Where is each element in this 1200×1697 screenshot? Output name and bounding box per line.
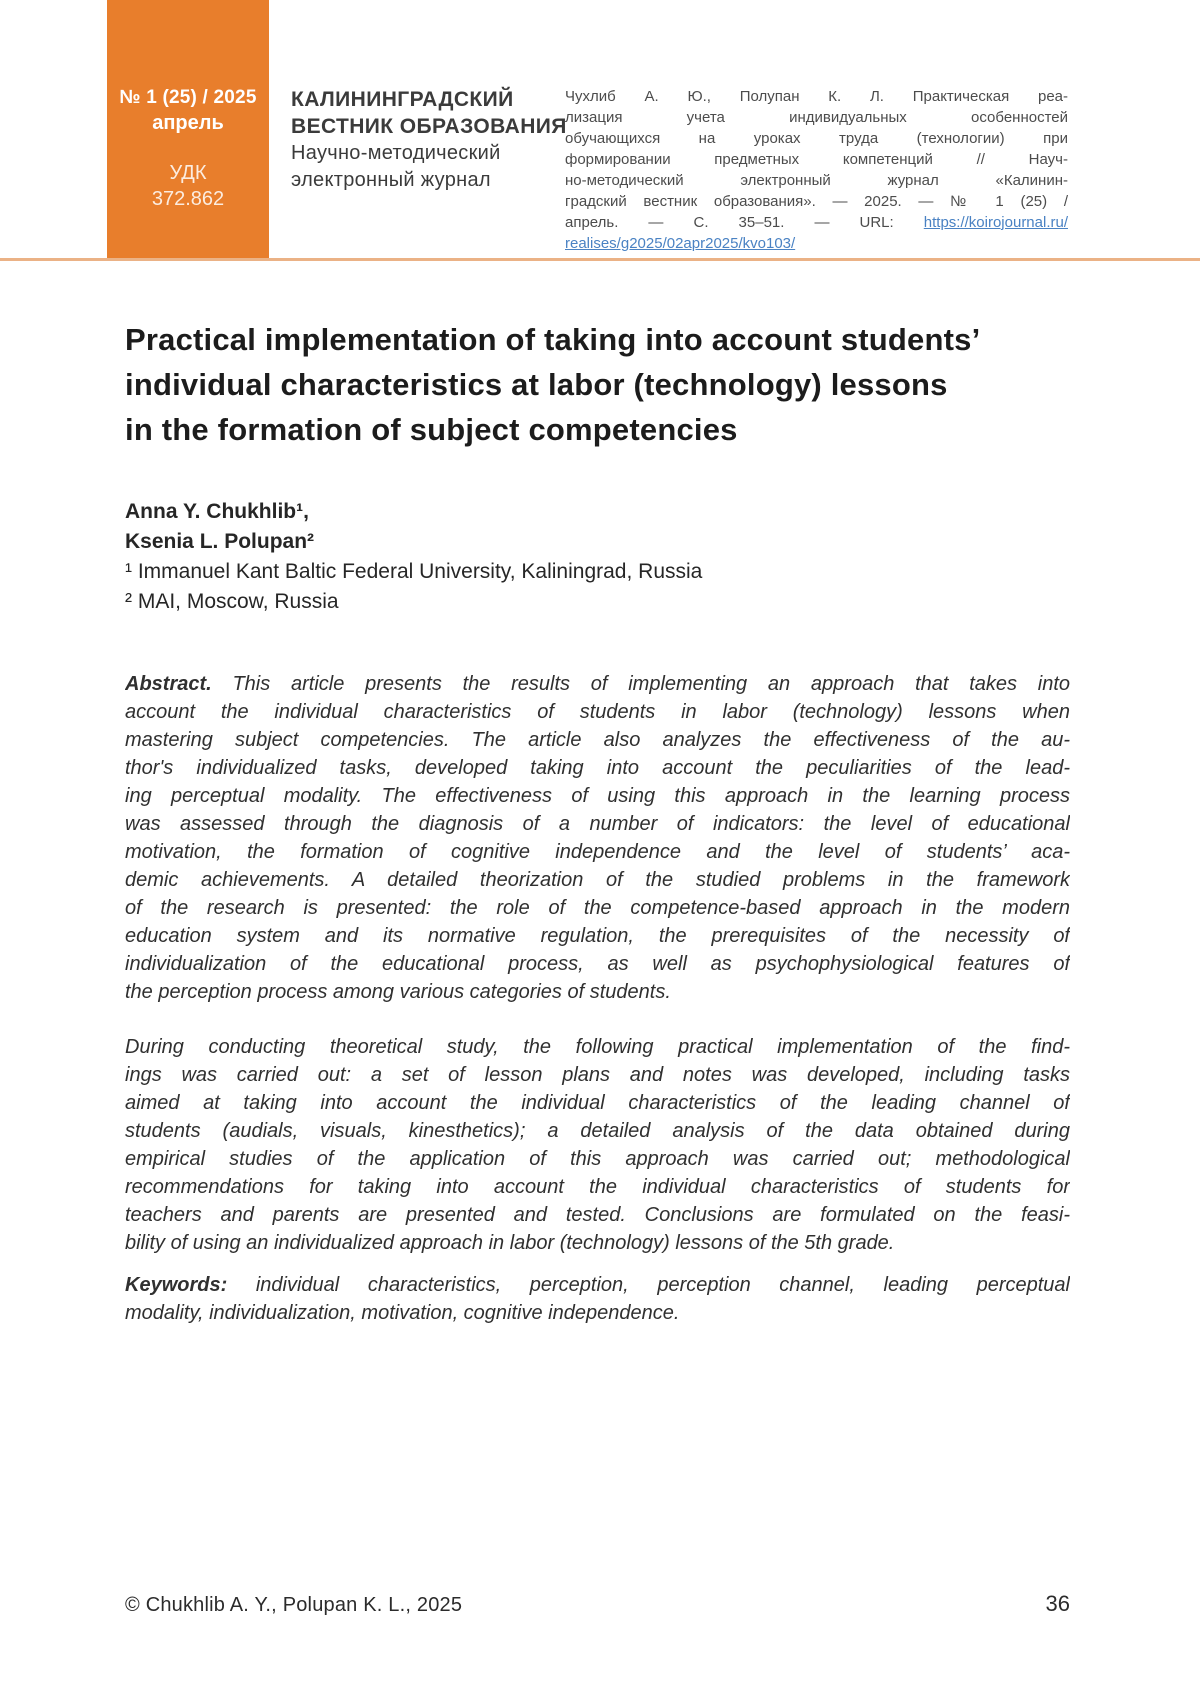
copyright-notice: © Chukhlib A. Y., Polupan K. L., 2025	[125, 1594, 463, 1616]
udk-label: УДК	[169, 162, 207, 184]
issue-number: № 1 (25) / 2025	[119, 87, 257, 108]
abstract-paragraph-1	[125, 670, 1070, 1006]
keywords-first-line-text: individual characteristics, perception, perception channel, leading perceptual	[255, 1274, 1070, 1296]
citation-url-line	[565, 212, 1068, 233]
udk-value: 372.862	[151, 188, 225, 210]
abstract-paragraph-2: During conducting theoretical study, the following practical implementation of the find- ings was carried out: a set of lesson plans and notes was developed, including tasks aimed at taking into account the individual characteristics of the leading channel of students (audials, visuals, kinesthetics); a detailed analysis of the data obtained during empirical studies of the application of this approach was carried out; methodological recommendations for taking into account the individual characteristics of students for teachers and parents are presented and tested. Conclusions are formulated on the feasi- bility of using an individualized approach in labor (technology) lessons of the 5th grade.	[125, 1036, 1070, 1254]
page-footer	[125, 1591, 1070, 1617]
author-names: Anna Y. Chukhlib¹, Ksenia L. Polupan²	[125, 500, 315, 553]
citation-url-line-2	[565, 233, 1068, 254]
citation-link-continued[interactable]: realises/g2025/02apr2025/kvo103/	[565, 235, 796, 252]
keywords-first-line	[125, 1271, 1070, 1299]
citation-link[interactable]: https://koirojournal.ru/	[923, 214, 1068, 231]
citation-url-prefix: апрель. — С. 35–51. — URL:	[565, 214, 894, 231]
keywords-last-line: modality, individualization, motivation, cognitive independence.	[125, 1302, 680, 1324]
abstract-first-line	[125, 670, 1070, 698]
header-divider	[0, 258, 1200, 261]
article-title: Practical implementation of taking into account students’ individual characteristics at labor (technology) lessons in the formation of subject competencies	[125, 322, 981, 447]
authors-block	[125, 497, 1070, 617]
keywords-block	[125, 1271, 1070, 1327]
issue-month: апрель	[152, 112, 224, 134]
issue-box	[107, 0, 269, 258]
journal-subtitle: Научно-методический электронный журнал	[291, 142, 501, 191]
author-affiliations: ¹ Immanuel Kant Baltic Federal University, Kaliningrad, Russia ² MAI, Moscow, Russia	[125, 560, 703, 613]
citation	[565, 86, 1068, 254]
keywords-label: Keywords:	[125, 1274, 228, 1296]
abstract-paragraph-1-lines: account the individual characteristics of students in labor (technology) lessons when mastering subject competencies. The article also analyzes the effectiveness of the au- thor's individualized tasks, developed taking into account the peculiarities of the lead- ing perceptual modality. The effectiveness of using this approach in the learning process was assessed through the diagnosis of a number of indicators: the level of educational motivation, the formation of cognitive independence and the level of students’ aca- demic achievements. A detailed theorization of the studied problems in the framework of the research is presented: the role of the competence-based approach in the modern education system and its normative regulation, the prerequisites of the necessity of individualization of the educational process, as well as psychophysiological features of the perception process among various categories of students.	[125, 701, 1070, 1003]
page-number: 36	[1045, 1591, 1070, 1616]
article-body	[0, 317, 1200, 1327]
abstract-first-line-text: This article presents the results of implementing an approach that takes into	[232, 673, 1070, 695]
page-header	[0, 0, 1200, 261]
journal-title: КАЛИНИНГРАДСКИЙ ВЕСТНИК ОБРАЗОВАНИЯ	[291, 88, 567, 138]
citation-text: Чухлиб А. Ю., Полупан К. Л. Практическая реа- лизация учета индивидуальных особенностей обучающихся на уроках труда (технологии) при формировании предметных компетенций // Науч- но-методический электронный журнал «Калинин- градский вестник образования». — 2025. — № 1 (25) /	[565, 88, 1068, 210]
journal-block	[291, 86, 567, 194]
abstract-label: Abstract.	[125, 673, 212, 695]
